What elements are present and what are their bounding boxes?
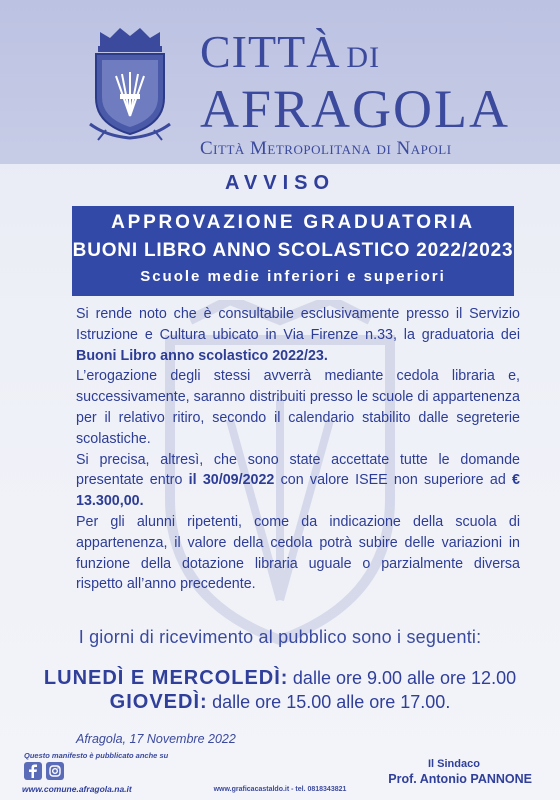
- paragraph-3: Si precisa, altresì, che sono state accettate tutte le domande presentate entro il 30/09/2022 con valore ISEE non superiore ad € 13.300,00.: [76, 451, 520, 510]
- paragraph-4: Per gli alunni ripetenti, come da indicazione della scuola di appartenenza, il valore della cedola potrà subire delle variazioni in funzione della dotazione libraria uguale o parzialmente diversa rispetto all’anno precedente.: [76, 513, 520, 593]
- notice-date: Afragola, 17 Novembre 2022: [76, 732, 236, 746]
- published-on-note: Questo manifesto è pubblicato anche su: [24, 751, 169, 760]
- notice-banner: [72, 206, 514, 296]
- banner-title-line3: Scuole medie inferiori e superiori: [140, 268, 446, 285]
- paragraph-1: Si rende noto che è consultabile esclusivamente presso il Servizio Istruzione e Cultura ubicato in Via Firenze n.33, la graduatoria dei Buoni Libro anno scolastico 2022/23.: [76, 306, 520, 364]
- city-crest-icon: [86, 24, 174, 142]
- notice-body: [76, 304, 520, 595]
- mayor-name: Prof. Antonio PANNONE: [388, 772, 532, 786]
- footer: [0, 748, 560, 800]
- title-block: [200, 26, 511, 160]
- header: [0, 0, 560, 164]
- paragraph-2: L’erogazione degli stessi avverrà mediante cedola libraria e, successivamente, saranno distribuiti presso le scuole di appartenenza per il relativo ritiro, secondo il calendario stabilito dalle segreterie scolastiche.: [76, 368, 520, 447]
- schedule-intro: I giorni di ricevimento al pubblico sono i seguenti:: [78, 627, 482, 647]
- schedule-row-2: GIOVEDÌ: dalle ore 15.00 alle ore 17.00.: [109, 691, 451, 713]
- instagram-icon[interactable]: [46, 762, 64, 780]
- notice-label: AVVISO: [224, 172, 336, 194]
- banner-title-line2: BUONI LIBRO ANNO SCOLASTICO 2022/2023: [72, 240, 514, 261]
- print-credit: www.graficacastaldo.it - tel. 0818343821: [213, 786, 347, 793]
- city-name: AFRAGOLA: [200, 79, 511, 139]
- city-heading: CITTÀ DI: [200, 26, 381, 77]
- social-links: [24, 762, 64, 780]
- schedule-row-1: LUNEDÌ E MERCOLEDÌ: dalle ore 9.00 alle ore 12.00: [43, 667, 517, 689]
- banner-title-line1: APPROVAZIONE GRADUATORIA: [111, 212, 475, 233]
- website-link[interactable]: www.comune.afragola.na.it: [22, 784, 132, 794]
- city-subtitle: Città Metropolitana di Napoli: [200, 138, 452, 159]
- facebook-icon[interactable]: [24, 762, 42, 780]
- mayor-title: Il Sindaco: [428, 758, 480, 770]
